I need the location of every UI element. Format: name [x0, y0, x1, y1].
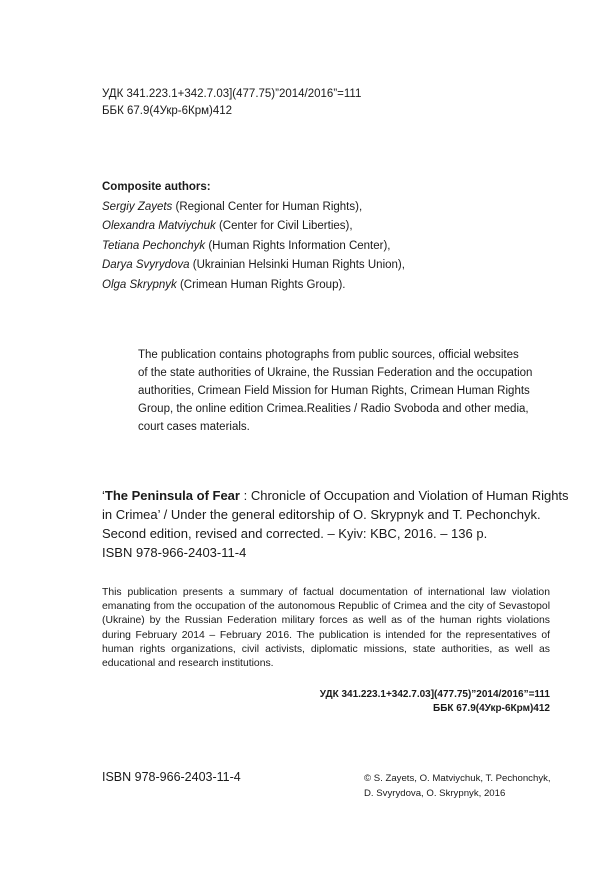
- author-entry: [102, 198, 405, 218]
- author-name: Olexandra Matviychuk: [102, 220, 216, 232]
- composite-authors: [102, 178, 405, 295]
- bibliographic-record: [102, 486, 569, 562]
- author-org: (Crimean Human Rights Group).: [176, 278, 346, 291]
- author-entry: [102, 256, 405, 276]
- author-name: Darya Svyrydova: [102, 259, 190, 271]
- photo-sources-note: [138, 346, 548, 436]
- authors-heading: Composite authors:: [102, 181, 211, 193]
- biblio-line: Second edition, revised and corrected. – Kyiv: KBC, 2016. – 136 p.: [102, 526, 488, 541]
- udk-classification-top: [102, 86, 361, 120]
- publication-summary: This publication presents a summary of factual documentation of international law violation emanating from the occupation of the autonomous Republic of Crimea and the city of Sevastopol (Ukraine) by the Russian Federation military forces as well as of the human rights violations during February 2014 – February 2016. The publication is intended for the representatives of human rights organizations, civil activists, diplomatic missions, state authorities, as well as educational and research institutions.: [102, 587, 550, 670]
- isbn-footer: ISBN 978-966-2403-11-4: [102, 770, 241, 784]
- author-org: (Regional Center for Human Rights),: [172, 200, 363, 213]
- sources-line: authorities, Crimean Field Mission for Human Rights, Crimean Human Rights: [138, 385, 530, 397]
- book-title: The Peninsula of Fear: [104, 488, 240, 503]
- udk-classification-bottom: [320, 688, 550, 716]
- udk-line: УДК 341.223.1+342.7.03](477.75)”2014/2016”=111: [319, 689, 550, 700]
- bbk-line: ББК 67.9(4Укр-6Крм)412: [102, 105, 233, 117]
- biblio-line: [102, 486, 569, 505]
- bbk-line: ББК 67.9(4Укр-6Крм)412: [433, 703, 550, 714]
- sources-line: The publication contains photographs from public sources, official websites: [138, 349, 519, 361]
- author-name: Sergiy Zayets: [102, 200, 173, 213]
- copyright-line: © S. Zayets, O. Matviychuk, T. Pechonchyk,: [364, 773, 551, 784]
- author-org: (Center for Civil Liberties),: [215, 220, 353, 232]
- sources-line: Group, the online edition Crimea.Realities / Radio Svoboda and other media,: [138, 403, 529, 415]
- author-entry: [102, 217, 405, 237]
- author-org: (Human Rights Information Center),: [205, 239, 391, 252]
- copyright-line: D. Svyrydova, O. Skrypnyk, 2016: [364, 788, 506, 799]
- author-entry: [102, 237, 405, 257]
- author-name: Olga Skrypnyk: [102, 278, 177, 291]
- author-name: Tetiana Pechonchyk: [102, 239, 206, 252]
- open-quote: ‘: [102, 488, 105, 503]
- udk-line: УДК 341.223.1+342.7.03](477.75)”2014/2016”=111: [102, 88, 362, 100]
- author-entry: [102, 276, 405, 296]
- author-org: (Ukrainian Helsinki Human Rights Union),: [189, 259, 405, 271]
- copyright-notice: [364, 771, 551, 801]
- biblio-line: in Crimea’ / Under the general editorship of O. Skrypnyk and T. Pechonchyk.: [102, 507, 541, 522]
- biblio-isbn: ISBN 978-966-2403-11-4: [102, 545, 247, 560]
- sources-line: of the state authorities of Ukraine, the Russian Federation and the occupation: [138, 367, 533, 379]
- subtitle: : Chronicle of Occupation and Violation of Human Rights: [239, 488, 569, 503]
- sources-line: court cases materials.: [138, 421, 250, 433]
